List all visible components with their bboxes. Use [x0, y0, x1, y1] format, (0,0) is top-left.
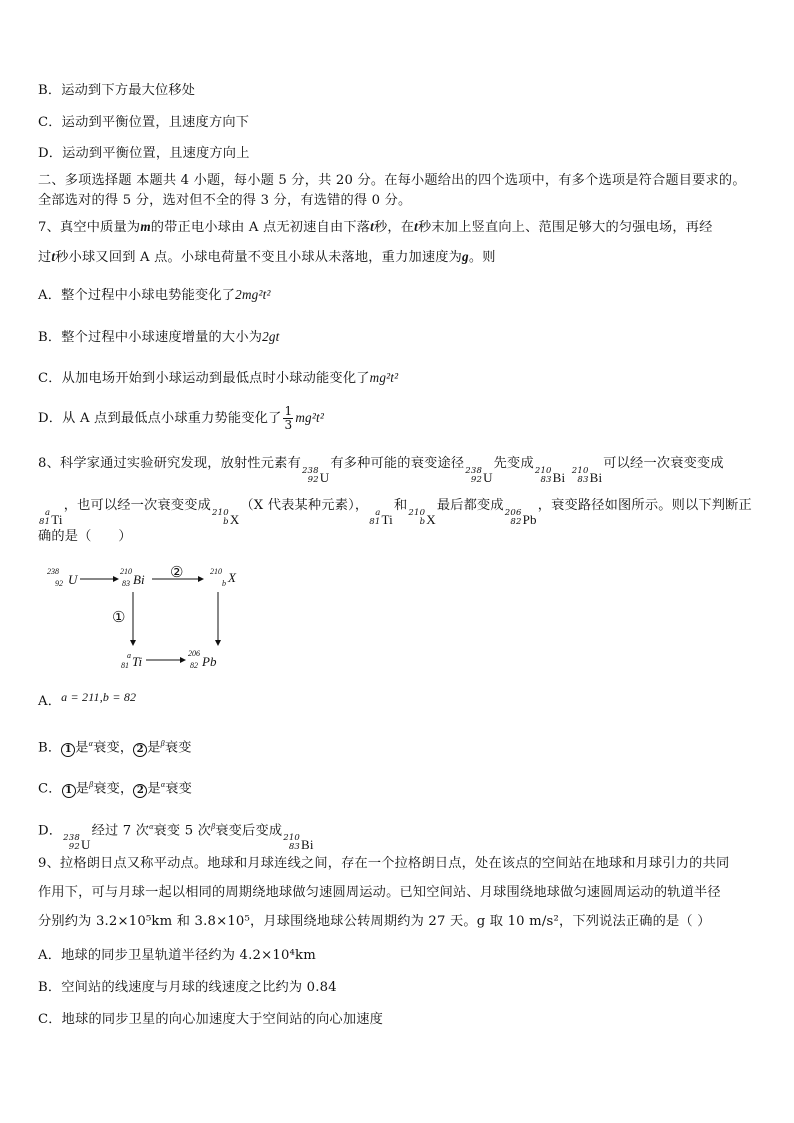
diagram-bi-symbol: Bi [133, 572, 145, 587]
q8-text: （X 代表某种元素）， [240, 498, 369, 513]
atomic-number: 81 [39, 517, 51, 527]
alpha-symbol: α [160, 780, 166, 789]
mass-number: 210 [571, 466, 589, 476]
atomic-number: 83 [577, 475, 589, 485]
q8-text: 是 [147, 740, 161, 756]
q9-stem-line1: 9、拉格朗日点又称平动点。地球和月球连线之间，存在一个拉格朗日点，处在该点的空间站在地球和月球引力的共同 [38, 856, 730, 871]
nuclide-bi210 [572, 467, 603, 485]
element-symbol: X [229, 512, 240, 527]
q8-stem-line2 [38, 497, 752, 527]
diagram-x-atomic: b [222, 579, 226, 588]
nuclide-bi210 [535, 467, 566, 485]
diagram-ti-symbol: Ti [132, 654, 143, 669]
diagram-u-mass: 238 [47, 567, 59, 576]
q9-option-a: A．地球的同步卫星轨道半径约为 4.2×10⁴km [38, 948, 316, 963]
nuclide-u238 [465, 467, 492, 485]
element-symbol: U [81, 837, 91, 853]
atomic-number: 92 [470, 475, 483, 485]
q7-option-a-math: 2mg²t² [235, 287, 271, 302]
diagram-pb-symbol: Pb [202, 654, 217, 669]
atomic-number: 83 [540, 475, 552, 485]
fraction-numerator: 1 [284, 404, 293, 418]
q7-option-d [38, 405, 324, 432]
element-symbol: Ti [51, 512, 63, 527]
q8-text: 有多种可能的衰变途径 [330, 456, 465, 471]
q8-text: 和 [394, 498, 408, 513]
q7-option-d-math: mg²t² [295, 410, 325, 425]
option-prefix: A． [38, 694, 62, 709]
q7-text: 。则 [468, 250, 496, 265]
alpha-symbol: α [88, 739, 94, 748]
atomic-number: 82 [510, 517, 522, 527]
q8-text: 是 [75, 740, 89, 756]
diagram-u-symbol: U [68, 572, 78, 587]
option-prefix: B． [38, 740, 62, 756]
q8-text: ，也可以经一次衰变变成 [63, 498, 211, 513]
nuclide-x210 [408, 509, 435, 527]
nuclide-u238 [63, 834, 90, 852]
diagram-u-atomic: 92 [55, 579, 63, 588]
q7-text: 秒，在 [373, 220, 415, 235]
q7-text: 秒小球又回到 A 点。小球电荷量不变且小球从未落地，重力加速度为 [55, 250, 463, 265]
nuclide-bi210 [283, 834, 314, 852]
mass-number: 206 [504, 508, 522, 518]
q8-text: 是 [147, 781, 161, 797]
q7-stem-line1 [38, 218, 713, 237]
element-symbol: U [483, 470, 493, 485]
mass-number: 238 [301, 466, 319, 476]
q8-text: 可以经一次衰变变成 [603, 456, 724, 471]
nuclide-u238 [302, 467, 329, 485]
element-symbol: U [319, 470, 330, 485]
beta-symbol: β [89, 780, 94, 789]
q7-var-t: t [51, 249, 56, 264]
diagram-pb-atomic: 82 [190, 661, 198, 670]
circled-2-icon: 2 [133, 784, 147, 798]
nuclide-ti [39, 509, 63, 527]
q8-text: 衰变 [165, 781, 193, 797]
diagram-pb-mass: 206 [188, 649, 200, 658]
q8-stem-line3: 确的是（ ） [38, 529, 132, 544]
option-prefix: C． [38, 781, 62, 797]
q7-var-m: m [140, 219, 151, 234]
arrow-head-icon [198, 576, 204, 582]
q7-text: 的带正电小球由 A 点无初速自由下落 [150, 220, 371, 235]
q8-option-b [38, 735, 192, 757]
arrow-head-icon [113, 576, 119, 582]
q7-option-c [38, 369, 398, 388]
atomic-number: 92 [68, 842, 80, 853]
q8-text: 衰变 5 次 [153, 823, 212, 839]
q7-option-a-text: A．整个过程中小球电势能变化了 [38, 288, 236, 303]
fraction-denominator: 3 [284, 418, 293, 432]
q7-option-c-text: C．从加电场开始到小球运动到最低点时小球动能变化了 [38, 371, 370, 386]
section-header-line2: 全部选对的得 5 分，选对但不全的得 3 分，有选错的得 0 分。 [38, 193, 412, 208]
q8-text: 衰变， [93, 740, 134, 756]
option-prefix: D． [38, 823, 63, 839]
q9-option-c: C．地球的同步卫星的向心加速度大于空间站的向心加速度 [38, 1012, 383, 1027]
diagram-ti-mass: a [127, 651, 131, 660]
diagram-bi-mass: 210 [120, 567, 132, 576]
q8-option-a-math: a = 211,b = 82 [61, 690, 137, 704]
q8-text: 先变成 [493, 456, 534, 471]
q9-stem-line2: 作用下，可与月球一起以相同的周期绕地球做匀速圆周运动。已知空间站、月球围绕地球做匀速圆周运动的轨道半径 [38, 885, 721, 900]
beta-symbol: β [160, 739, 165, 748]
diagram-ti-atomic: 81 [121, 661, 129, 670]
q8-text: 经过 7 次 [91, 823, 150, 839]
q7-stem-line2 [38, 248, 496, 267]
q7-text: 7、真空中质量为 [38, 220, 141, 235]
q9-option-b: B．空间站的线速度与月球的线速度之比约为 0.84 [38, 980, 337, 995]
atomic-number: b [419, 517, 426, 527]
diagram-bi-atomic: 83 [122, 579, 130, 588]
mass-number: 238 [63, 833, 80, 844]
q7-option-b-math: 2gt [262, 329, 280, 344]
mass-number: a [375, 508, 381, 518]
element-symbol: Pb [522, 512, 537, 527]
q7-var-t: t [370, 219, 374, 234]
nuclide-x210 [212, 509, 239, 527]
q8-text: 衰变后变成 [215, 823, 283, 839]
q7-option-d-text: D．从 A 点到最低点小球重力势能变化了 [38, 411, 282, 426]
nuclide-ti [369, 509, 393, 527]
q8-text: 衰变 [164, 740, 192, 756]
circled-2-icon: 2 [133, 743, 147, 757]
mass-number: 210 [408, 508, 426, 518]
atomic-number: 83 [288, 842, 301, 853]
diagram-label-2: ② [170, 565, 184, 581]
alpha-symbol: α [149, 822, 154, 831]
atomic-number: 92 [307, 475, 319, 485]
mass-number: 238 [465, 466, 483, 476]
q7-option-b [38, 328, 280, 347]
section-header-line1: 二、多项选择题 本题共 4 小题，每小题 5 分，共 20 分。在每小题给出的四个选项中，有多个选项是符合题目要求的。 [38, 173, 746, 188]
circled-1-icon: 1 [61, 743, 75, 757]
element-symbol: Bi [552, 470, 566, 485]
q6-option-d: D．运动到平衡位置，且速度方向上 [38, 146, 250, 161]
arrow-head-icon [180, 657, 186, 663]
q8-text: 衰变， [93, 781, 134, 797]
q7-var-t: t [414, 219, 419, 234]
q8-text: 是 [75, 781, 90, 797]
atomic-number: b [223, 517, 229, 527]
mass-number: a [44, 508, 51, 518]
diagram-label-1: ① [112, 610, 126, 626]
diagram-x-mass: 210 [210, 567, 222, 576]
mass-number: 210 [283, 833, 301, 844]
q8-stem-line1 [38, 455, 724, 485]
mass-number: 210 [534, 466, 552, 476]
arrow-head-icon [130, 640, 136, 646]
q8-text: ，衰变路径如图所示。则以下判断正 [537, 498, 752, 513]
decay-diagram [40, 560, 270, 680]
element-symbol: Ti [381, 512, 393, 527]
fraction [283, 405, 293, 432]
diagram-x-symbol: X [228, 570, 236, 585]
nuclide-pb206 [505, 509, 537, 527]
q8-text: 8、科学家通过实验研究发现，放射性元素有 [38, 456, 301, 471]
q7-var-g: g [462, 249, 469, 264]
q7-text: 秒末加上竖直向上、范围足够大的匀强电场，再经 [418, 220, 713, 235]
q9-stem-line3: 分别约为 3.2×10⁵km 和 3.8×10⁵，月球围绕地球公转周期约为 27 天。g 取 10 m/s²，下列说法正确的是（ ） [38, 914, 711, 929]
beta-symbol: β [211, 822, 216, 831]
q7-text: 过 [38, 250, 52, 265]
atomic-number: 81 [369, 517, 381, 527]
q7-option-b-text: B．整个过程中小球速度增量的大小为 [38, 330, 263, 345]
element-symbol: X [426, 512, 436, 527]
q8-option-a [38, 692, 136, 711]
q7-option-c-math: mg²t² [369, 370, 399, 385]
q6-option-c: C．运动到平衡位置，且速度方向下 [38, 115, 250, 130]
q6-option-b: B．运动到下方最大位移处 [38, 83, 196, 98]
q7-option-a [38, 286, 271, 305]
mass-number: 210 [211, 508, 229, 518]
element-symbol: Bi [301, 837, 314, 853]
element-symbol: Bi [589, 470, 603, 485]
arrow-head-icon [215, 640, 221, 646]
q8-option-c [38, 776, 192, 798]
circled-1-icon: 1 [62, 784, 76, 798]
q8-text: 最后都变成 [436, 498, 504, 513]
q8-option-d [38, 818, 315, 852]
